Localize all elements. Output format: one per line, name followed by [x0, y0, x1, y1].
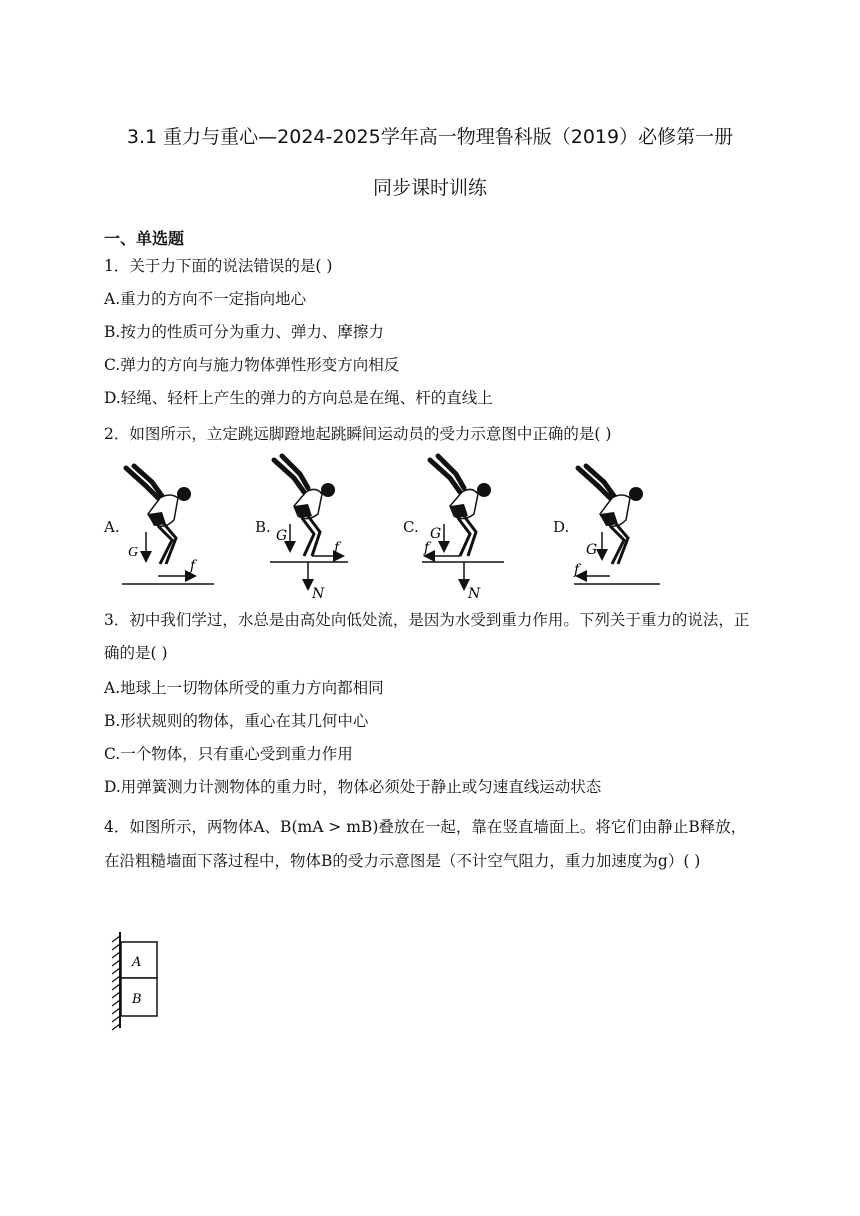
wall-blocks-figure	[106, 928, 166, 1032]
page-subtitle: 同步课时训练	[372, 177, 487, 199]
page-title: 3.1 重力与重心—2024-2025学年高一物理鲁科版（2019）必修第一册	[126, 126, 734, 148]
question-2-option-c-label: C.	[403, 518, 419, 536]
question-2-option-d-label: D.	[553, 518, 570, 536]
force-label-gravity-d: G	[586, 542, 598, 558]
question-1-stem: 1．关于力下面的说法错误的是( )	[104, 257, 333, 275]
question-2-option-b-label: B.	[255, 518, 271, 536]
question-3-option-c: C.一个物体，只有重心受到重力作用	[104, 745, 353, 763]
question-1-option-d: D.轻绳、轻杆上产生的弹力的方向总是在绳、杆的直线上	[104, 389, 493, 407]
block-a-label: A	[132, 955, 142, 970]
force-label-friction-d: f	[574, 562, 580, 578]
question-1-option-b: B.按力的性质可分为重力、弹力、摩擦力	[104, 323, 384, 341]
force-label-friction-a: f	[190, 558, 196, 574]
block-b-label: B	[132, 992, 142, 1007]
question-3-option-b: B.形状规则的物体，重心在其几何中心	[104, 712, 369, 730]
question-1-option-c: C.弹力的方向与施力物体弹性形变方向相反	[104, 356, 400, 374]
jumper-figure-d	[570, 458, 664, 590]
question-1-option-a: A.重力的方向不一定指向地心	[104, 290, 307, 308]
force-label-normal-c: N	[468, 586, 481, 600]
question-2-stem: 2．如图所示，立定跳远脚蹬地起跳瞬间运动员的受力示意图中正确的是( )	[104, 425, 612, 443]
force-label-normal-b: N	[312, 586, 325, 600]
force-label-friction-b: f	[334, 540, 340, 556]
force-label-friction-c: f	[424, 540, 430, 556]
question-3-option-d: D.用弹簧测力计测物体的重力时，物体必须处于静止或匀速直线运动状态	[104, 778, 602, 796]
jumper-figure-a	[118, 458, 218, 590]
question-3-option-a: A.地球上一切物体所受的重力方向都相同	[104, 679, 384, 697]
jumper-figure-c	[420, 452, 506, 600]
question-4-stem: 4．如图所示，两物体A、B(mA > mB)叠放在一起，靠在竖直墙面上。将它们由静止B释放，在沿粗糙墙面下落过程中，物体B的受力示意图是（不计空气阻力，重力加速度为g）( )	[104, 818, 747, 870]
section-heading: 一、单选题	[104, 229, 185, 248]
force-label-gravity-a: G	[128, 545, 139, 560]
force-label-gravity-b: G	[276, 528, 288, 544]
question-2-option-a-label: A.	[104, 518, 120, 536]
jumper-figure-b	[268, 452, 350, 600]
force-label-gravity-c: G	[430, 526, 442, 542]
question-3-stem: 3．初中我们学过，水总是由高处向低处流，是因为水受到重力作用。下列关于重力的说法，正确的是( )	[104, 611, 750, 662]
